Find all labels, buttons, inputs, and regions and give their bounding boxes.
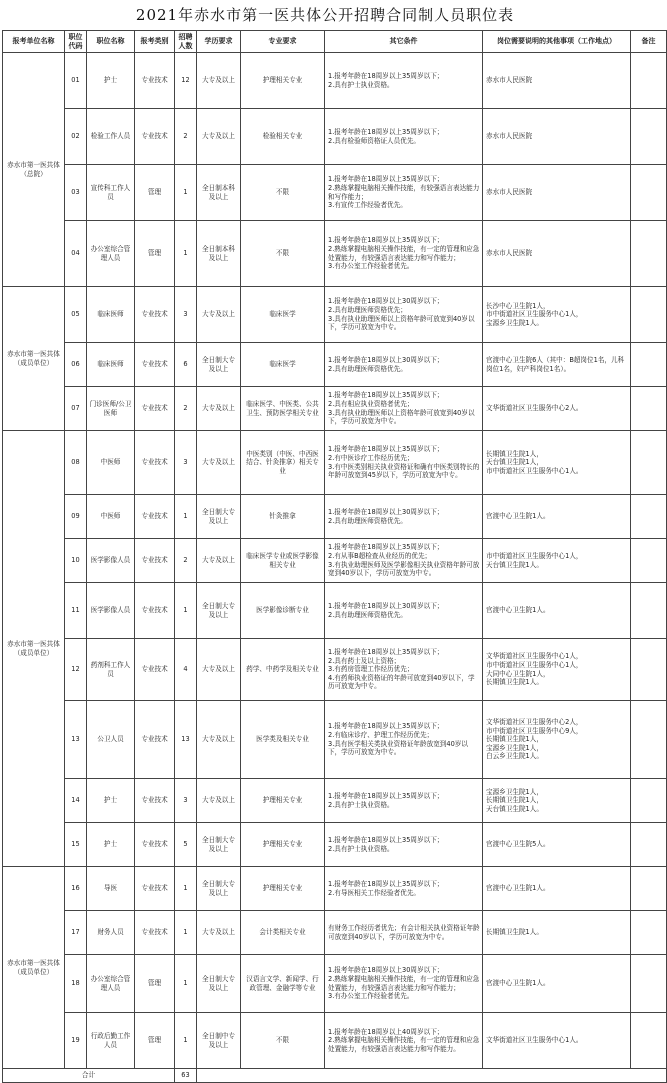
conditions-cell xyxy=(325,779,483,823)
major-cell: 检验相关专业 xyxy=(241,109,325,165)
remark-cell xyxy=(631,221,667,287)
education-cell: 全日制大专及以上 xyxy=(197,495,241,539)
conditions-cell xyxy=(325,109,483,165)
category-cell: 专业技术 xyxy=(135,911,175,955)
conditions-cell xyxy=(325,701,483,779)
location-line: 市中街道社区卫生服务中心1人。 xyxy=(486,466,583,475)
education-cell: 大专及以上 xyxy=(197,539,241,583)
category-cell: 专业技术 xyxy=(135,387,175,431)
header-location: 岗位需要说明的其他事项（工作地点） xyxy=(483,31,631,53)
major-cell: 临床医学专业或医学影像相关专业 xyxy=(241,539,325,583)
location-line: 长期镇卫生院1人。 xyxy=(486,928,543,937)
position-code-cell: 05 xyxy=(65,287,87,343)
location-line: 官渡中心卫生院1人。 xyxy=(486,512,550,521)
conditions-cell xyxy=(325,343,483,387)
location-line: 市中街道社区卫生服务中心1人， xyxy=(486,310,583,319)
position-code-cell: 15 xyxy=(65,823,87,867)
education-cell: 全日制大专及以上 xyxy=(197,867,241,911)
condition-line: 2.具有护士执业资格。 xyxy=(328,80,394,89)
condition-line: 3.具有执业助理医师以上资格年龄可放宽到40岁以下，学历可放宽为中专。 xyxy=(328,408,475,426)
category-cell: 专业技术 xyxy=(135,431,175,495)
total-filler xyxy=(197,1069,667,1083)
condition-line: 1.报考年龄在18周岁以上35周岁以下； xyxy=(328,391,444,400)
location-cell xyxy=(483,221,631,287)
condition-line: 2.具有检验师资格证人员优先。 xyxy=(328,136,421,145)
condition-line: 1.报考年龄在18周岁以上30周岁以下； xyxy=(328,507,444,516)
category-cell: 管理 xyxy=(135,165,175,221)
category-cell: 专业技术 xyxy=(135,867,175,911)
location-line: 宝源乡卫生院1人， xyxy=(486,743,543,752)
table-row xyxy=(3,583,667,639)
position-name-cell: 临床医师 xyxy=(87,343,135,387)
condition-line: 2.具有助理医师资格优先。 xyxy=(328,516,407,525)
position-code-cell: 11 xyxy=(65,583,87,639)
position-code-cell: 10 xyxy=(65,539,87,583)
position-name-cell: 公卫人员 xyxy=(87,701,135,779)
condition-line: 1.报考年龄在18周岁以上35周岁以下； xyxy=(328,71,444,80)
condition-line: 3.具有执业助理医师以上资格年龄可放宽到40岁以下，学历可放宽为中专。 xyxy=(328,314,475,332)
location-line: 长期镇卫生院1人， xyxy=(486,449,543,458)
location-line: 文华街道社区卫生服务中心2人。 xyxy=(486,404,583,413)
hire-count-cell: 12 xyxy=(175,53,197,109)
remark-cell xyxy=(631,779,667,823)
conditions-cell xyxy=(325,165,483,221)
position-name-cell: 宣传科工作人员 xyxy=(87,165,135,221)
location-cell xyxy=(483,701,631,779)
remark-cell xyxy=(631,109,667,165)
hire-count-cell: 2 xyxy=(175,387,197,431)
remark-cell xyxy=(631,823,667,867)
location-cell xyxy=(483,823,631,867)
remark-cell xyxy=(631,639,667,701)
location-line: 官渡中心卫生院1人。 xyxy=(486,884,550,893)
location-line: 宝源乡卫生院1人， xyxy=(486,787,543,796)
condition-line: 2.具有护士执业资格。 xyxy=(328,844,394,853)
condition-line: 3.有办公室工作经验者优先。 xyxy=(328,992,414,1001)
table-row xyxy=(3,221,667,287)
remark-cell xyxy=(631,431,667,495)
conditions-cell xyxy=(325,431,483,495)
location-line: 赤水市人民医院 xyxy=(486,76,533,85)
category-cell: 专业技术 xyxy=(135,495,175,539)
condition-line: 2.具有助理医师资格优先； xyxy=(328,305,407,314)
position-code-cell: 18 xyxy=(65,955,87,1013)
location-line: 市中街道社区卫生服务中心9人， xyxy=(486,726,583,735)
position-name-cell: 行政后勤工作人员 xyxy=(87,1013,135,1069)
position-name-cell: 导医 xyxy=(87,867,135,911)
condition-line: 3.具有医学相关类执业资格证年龄放宽到40岁以下，学历可放宽为中专。 xyxy=(328,739,468,757)
location-line: 赤水市人民医院 xyxy=(486,249,533,258)
condition-line: 3.有药房管理工作经历优先； xyxy=(328,665,414,674)
remark-cell xyxy=(631,1013,667,1069)
condition-line: 2.有导医相关工作经验者优先。 xyxy=(328,888,421,897)
location-line: 官渡中心卫生院6人（其中：B超岗位1名，儿科岗位1名，妇产科岗位1名）。 xyxy=(486,355,625,373)
major-cell: 不限 xyxy=(241,165,325,221)
conditions-cell xyxy=(325,955,483,1013)
position-name-cell: 医学影像人员 xyxy=(87,583,135,639)
category-cell: 管理 xyxy=(135,1013,175,1069)
location-line: 宝源乡卫生院1人。 xyxy=(486,318,543,327)
total-row xyxy=(3,1069,667,1083)
table-row xyxy=(3,431,667,495)
education-cell: 全日制大专及以上 xyxy=(197,583,241,639)
education-cell: 全日制大专及以上 xyxy=(197,343,241,387)
table-row xyxy=(3,1013,667,1069)
location-cell xyxy=(483,539,631,583)
header-major: 专业要求 xyxy=(241,31,325,53)
condition-line: 1.报考年龄在18周岁以上35周岁以下； xyxy=(328,445,444,454)
major-cell: 临床医学 xyxy=(241,287,325,343)
condition-line: 2.有临床诊疗、护理工作经历优先； xyxy=(328,730,434,739)
education-cell: 全日制中专及以上 xyxy=(197,1013,241,1069)
hire-count-cell: 4 xyxy=(175,639,197,701)
hire-count-cell: 5 xyxy=(175,823,197,867)
location-line: 官渡中心卫生院5人。 xyxy=(486,840,550,849)
condition-line: 3.有办公室工作经验者优先。 xyxy=(328,262,414,271)
condition-line: 3.有执业助理医师及医学影像相关执业资格年龄可放宽到40岁以下，学历可放宽为中专。 xyxy=(328,560,480,578)
location-line: 天台镇卫生院1人。 xyxy=(486,804,543,813)
condition-line: 2.熟练掌握电脑相关操作技能，有一定的管理和应急处置能力，有较强语言表达能力和写作能力。 xyxy=(328,1036,480,1053)
table-row xyxy=(3,287,667,343)
remark-cell xyxy=(631,53,667,109)
location-line: 市中街道社区卫生服务中心1人， xyxy=(486,660,583,669)
major-cell: 医学影像诊断专业 xyxy=(241,583,325,639)
remark-cell xyxy=(631,867,667,911)
conditions-cell xyxy=(325,53,483,109)
remark-cell xyxy=(631,701,667,779)
category-cell: 专业技术 xyxy=(135,639,175,701)
position-code-cell: 04 xyxy=(65,221,87,287)
category-cell: 专业技术 xyxy=(135,109,175,165)
remark-cell xyxy=(631,495,667,539)
major-cell: 护理相关专业 xyxy=(241,867,325,911)
remark-cell xyxy=(631,539,667,583)
major-cell: 临床医学 xyxy=(241,343,325,387)
condition-line: 1.报考年龄在18周岁以上35周岁以下； xyxy=(328,879,444,888)
location-cell xyxy=(483,343,631,387)
location-cell xyxy=(483,387,631,431)
location-line: 长期镇卫生院1人， xyxy=(486,735,543,744)
condition-line: 1.报考年龄在18周岁以上30周岁以下； xyxy=(328,966,444,975)
table-row xyxy=(3,911,667,955)
condition-line: 1.报考年龄在18周岁以上35周岁以下； xyxy=(328,791,444,800)
header-category: 报考类别 xyxy=(135,31,175,53)
location-line: 白云乡卫生院1人。 xyxy=(486,752,543,761)
major-cell: 护理相关专业 xyxy=(241,53,325,109)
conditions-cell xyxy=(325,495,483,539)
location-line: 文华街道社区卫生服务中心1人。 xyxy=(486,1036,583,1045)
remark-cell xyxy=(631,287,667,343)
condition-line: 1.报考年龄在18周岁以上35周岁以下； xyxy=(328,835,444,844)
location-cell xyxy=(483,165,631,221)
education-cell: 大专及以上 xyxy=(197,779,241,823)
condition-line: 2.具有助理医师资格优先。 xyxy=(328,364,407,373)
location-line: 赤水市人民医院 xyxy=(486,188,533,197)
major-cell: 药学、中药学及相关专业 xyxy=(241,639,325,701)
condition-line: 3.有中医类别相关执业资格证和确有中医类别特长的年龄可放宽到45岁以下，学历可放宽为中专。 xyxy=(328,462,480,480)
conditions-cell xyxy=(325,823,483,867)
location-cell xyxy=(483,955,631,1013)
position-name-cell: 药剂科工作人员 xyxy=(87,639,135,701)
remark-cell xyxy=(631,583,667,639)
condition-line: 有财务工作经历者优先；有会计相关执业资格证年龄可放宽到40岁以下，学历可放宽为中专。 xyxy=(328,923,480,941)
position-code-cell: 19 xyxy=(65,1013,87,1069)
location-line: 天台镇卫生院1人。 xyxy=(486,560,543,569)
table-row xyxy=(3,53,667,109)
position-name-cell: 医学影像人员 xyxy=(87,539,135,583)
major-cell: 中医类别（中医、中西医结合、针灸推拿）相关专业 xyxy=(241,431,325,495)
total-label: 合计 xyxy=(3,1069,175,1083)
table-row xyxy=(3,701,667,779)
major-cell: 护理相关专业 xyxy=(241,823,325,867)
table-row xyxy=(3,343,667,387)
category-cell: 专业技术 xyxy=(135,779,175,823)
location-cell xyxy=(483,867,631,911)
condition-line: 2.具有助理医师资格优先。 xyxy=(328,610,407,619)
condition-line: 2.具有药士及以上资格； xyxy=(328,656,401,665)
location-line: 市中街道社区卫生服务中心1人， xyxy=(486,551,583,560)
position-name-cell: 临床医师 xyxy=(87,287,135,343)
education-cell: 大专及以上 xyxy=(197,911,241,955)
condition-line: 2.有中医诊疗工作经历优先； xyxy=(328,453,414,462)
table-row xyxy=(3,955,667,1013)
condition-line: 2.具有相应执业资格者优先； xyxy=(328,399,414,408)
table-row xyxy=(3,779,667,823)
hire-count-cell: 1 xyxy=(175,911,197,955)
major-cell: 护理相关专业 xyxy=(241,779,325,823)
condition-line: 3.有宣传工作经验者优先。 xyxy=(328,201,407,210)
location-line: 官渡中心卫生院1人。 xyxy=(486,979,550,988)
education-cell: 大专及以上 xyxy=(197,287,241,343)
category-cell: 专业技术 xyxy=(135,343,175,387)
position-code-cell: 13 xyxy=(65,701,87,779)
education-cell: 大专及以上 xyxy=(197,109,241,165)
header-conditions: 其它条件 xyxy=(325,31,483,53)
location-cell xyxy=(483,495,631,539)
table-row xyxy=(3,823,667,867)
hire-count-cell: 3 xyxy=(175,287,197,343)
positions-table xyxy=(2,30,667,1083)
major-cell: 临床医学、中医类、公共卫生、预防医学相关专业 xyxy=(241,387,325,431)
table-row xyxy=(3,639,667,701)
location-cell xyxy=(483,287,631,343)
condition-line: 2.熟练掌握电脑相关操作技能，有较强语言表达能力和写作能力； xyxy=(328,183,480,201)
education-cell: 全日制本科及以上 xyxy=(197,221,241,287)
education-cell: 大专及以上 xyxy=(197,387,241,431)
hire-count-cell: 6 xyxy=(175,343,197,387)
condition-line: 2.具有护士执业资格。 xyxy=(328,800,394,809)
location-line: 长沙中心卫生院1人， xyxy=(486,301,550,310)
location-cell xyxy=(483,431,631,495)
position-code-cell: 14 xyxy=(65,779,87,823)
hire-count-cell: 3 xyxy=(175,431,197,495)
position-name-cell: 办公室综合管理人员 xyxy=(87,955,135,1013)
education-cell: 大专及以上 xyxy=(197,53,241,109)
location-line: 文华街道社区卫生服务中心2人， xyxy=(486,718,583,727)
condition-line: 1.报考年龄在18周岁以上35周岁以下； xyxy=(328,175,444,184)
hire-count-cell: 1 xyxy=(175,583,197,639)
category-cell: 专业技术 xyxy=(135,583,175,639)
total-count: 63 xyxy=(175,1069,197,1083)
location-line: 官渡中心卫生院1人。 xyxy=(486,606,550,615)
hire-count-cell: 1 xyxy=(175,1013,197,1069)
condition-line: 1.报考年龄在18周岁以上30周岁以下； xyxy=(328,355,444,364)
header-unit: 报考单位名称 xyxy=(3,31,65,53)
category-cell: 专业技术 xyxy=(135,823,175,867)
category-cell: 专业技术 xyxy=(135,539,175,583)
position-code-cell: 16 xyxy=(65,867,87,911)
header-name: 职位名称 xyxy=(87,31,135,53)
hire-count-cell: 1 xyxy=(175,165,197,221)
position-code-cell: 02 xyxy=(65,109,87,165)
unit-name-cell: 赤水市第一医共体（总院） xyxy=(3,53,65,287)
education-cell: 大专及以上 xyxy=(197,639,241,701)
location-line: 天台镇卫生院1人， xyxy=(486,458,543,467)
conditions-cell xyxy=(325,583,483,639)
location-cell xyxy=(483,639,631,701)
major-cell: 不限 xyxy=(241,1013,325,1069)
category-cell: 专业技术 xyxy=(135,287,175,343)
position-name-cell: 护士 xyxy=(87,823,135,867)
condition-line: 1.报考年龄在18周岁以上35周岁以下； xyxy=(328,722,444,731)
education-cell: 全日制本科及以上 xyxy=(197,165,241,221)
position-code-cell: 07 xyxy=(65,387,87,431)
table-row xyxy=(3,165,667,221)
location-cell xyxy=(483,911,631,955)
category-cell: 专业技术 xyxy=(135,53,175,109)
position-code-cell: 08 xyxy=(65,431,87,495)
education-cell: 大专及以上 xyxy=(197,431,241,495)
condition-line: 2.熟练掌握电脑相关操作技能，有一定的管理和应急处置能力，有较强语言表达能力和写作能力； xyxy=(328,974,480,992)
category-cell: 管理 xyxy=(135,221,175,287)
position-name-cell: 中医师 xyxy=(87,431,135,495)
table-row xyxy=(3,387,667,431)
table-body xyxy=(3,53,667,1083)
page-title: 2021年赤水市第一医共体公开招聘合同制人员职位表 xyxy=(135,6,515,24)
major-cell: 汉语言文学、新闻学、行政管理、金融学等专业 xyxy=(241,955,325,1013)
position-code-cell: 03 xyxy=(65,165,87,221)
category-cell: 专业技术 xyxy=(135,701,175,779)
location-line: 长期镇卫生院1人。 xyxy=(486,678,543,687)
condition-line: 1.报考年龄在18周岁以上40周岁以下； xyxy=(328,1027,444,1036)
major-cell: 针灸推拿 xyxy=(241,495,325,539)
location-line: 赤水市人民医院 xyxy=(486,132,533,141)
position-code-cell: 09 xyxy=(65,495,87,539)
location-cell xyxy=(483,583,631,639)
location-cell xyxy=(483,109,631,165)
header-remark: 备注 xyxy=(631,31,667,53)
position-name-cell: 护士 xyxy=(87,779,135,823)
remark-cell xyxy=(631,911,667,955)
position-code-cell: 06 xyxy=(65,343,87,387)
table-row xyxy=(3,495,667,539)
position-name-cell: 办公室综合管理人员 xyxy=(87,221,135,287)
table-row xyxy=(3,109,667,165)
hire-count-cell: 1 xyxy=(175,955,197,1013)
category-cell: 管理 xyxy=(135,955,175,1013)
education-cell: 大专及以上 xyxy=(197,701,241,779)
hire-count-cell: 2 xyxy=(175,109,197,165)
remark-cell xyxy=(631,165,667,221)
hire-count-cell: 2 xyxy=(175,539,197,583)
unit-name-cell: 赤水市第一医共体（成员单位） xyxy=(3,287,65,431)
remark-cell xyxy=(631,343,667,387)
position-code-cell: 12 xyxy=(65,639,87,701)
conditions-cell xyxy=(325,539,483,583)
education-cell: 全日制大专及以上 xyxy=(197,955,241,1013)
condition-line: 2.熟练掌握电脑相关操作技能，有一定的管理和应急处置能力，有较强语言表达能力和写作能力； xyxy=(328,244,480,262)
location-cell xyxy=(483,1013,631,1069)
location-cell xyxy=(483,779,631,823)
hire-count-cell: 1 xyxy=(175,221,197,287)
header-count: 招聘人数 xyxy=(175,31,197,53)
hire-count-cell: 1 xyxy=(175,867,197,911)
condition-line: 1.报考年龄在18周岁以上30周岁以下； xyxy=(328,601,444,610)
condition-line: 1.报考年龄在18周岁以上35周岁以下； xyxy=(328,648,444,657)
conditions-cell xyxy=(325,639,483,701)
location-line: 长期镇卫生院1人， xyxy=(486,796,543,805)
conditions-cell xyxy=(325,287,483,343)
conditions-cell xyxy=(325,387,483,431)
location-cell xyxy=(483,53,631,109)
conditions-cell xyxy=(325,867,483,911)
position-code-cell: 01 xyxy=(65,53,87,109)
unit-name-cell: 赤水市第一医共体（成员单位） xyxy=(3,867,65,1069)
table-row xyxy=(3,539,667,583)
position-code-cell: 17 xyxy=(65,911,87,955)
location-line: 大同中心卫生院1人， xyxy=(486,669,550,678)
table-header-row xyxy=(3,31,667,53)
condition-line: 4.有药师执业资格证的年龄可放宽到40岁以下，学历可放宽为中专。 xyxy=(328,673,475,691)
conditions-cell xyxy=(325,1013,483,1069)
condition-line: 1.报考年龄在18周岁以上35周岁以下； xyxy=(328,236,444,245)
condition-line: 1.报考年龄在18周岁以上35周岁以下； xyxy=(328,127,444,136)
unit-name-cell: 赤水市第一医共体（成员单位） xyxy=(3,431,65,867)
position-name-cell: 门诊医师/公卫医师 xyxy=(87,387,135,431)
major-cell: 会计类相关专业 xyxy=(241,911,325,955)
condition-line: 1.报考年龄在18周岁以上35周岁以下； xyxy=(328,543,444,552)
hire-count-cell: 1 xyxy=(175,495,197,539)
table-row xyxy=(3,867,667,911)
education-cell: 全日制大专及以上 xyxy=(197,823,241,867)
conditions-cell xyxy=(325,221,483,287)
header-code: 职位代码 xyxy=(65,31,87,53)
condition-line: 1.报考年龄在18周岁以上30周岁以下； xyxy=(328,297,444,306)
hire-count-cell: 13 xyxy=(175,701,197,779)
major-cell: 不限 xyxy=(241,221,325,287)
condition-line: 2.有从事B超检查从业经历的优先； xyxy=(328,551,432,560)
remark-cell xyxy=(631,387,667,431)
location-line: 文华街道社区卫生服务中心1人， xyxy=(486,652,583,661)
position-name-cell: 检验工作人员 xyxy=(87,109,135,165)
major-cell: 医学类及相关专业 xyxy=(241,701,325,779)
remark-cell xyxy=(631,955,667,1013)
conditions-cell xyxy=(325,911,483,955)
position-name-cell: 中医师 xyxy=(87,495,135,539)
header-education: 学历要求 xyxy=(197,31,241,53)
hire-count-cell: 3 xyxy=(175,779,197,823)
position-name-cell: 护士 xyxy=(87,53,135,109)
position-name-cell: 财务人员 xyxy=(87,911,135,955)
